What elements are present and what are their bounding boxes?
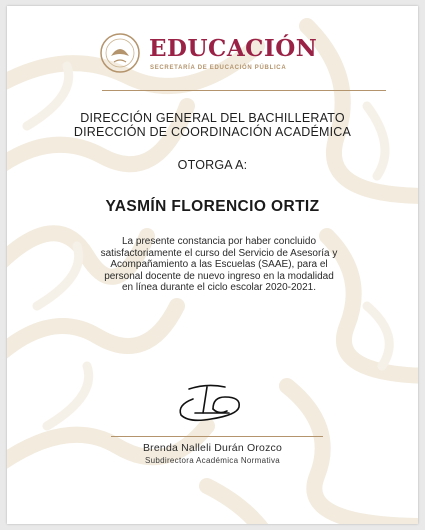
body-line-1: La presente constancia por haber concluido <box>121 236 317 247</box>
body-line-3: Acompañamiento a las Escuelas (SAAE), para el <box>110 259 328 271</box>
brand-subtitle: SECRETARÍA DE EDUCACIÓN PÚBLICA <box>150 65 287 71</box>
signature-line <box>111 436 323 437</box>
handwritten-signature <box>167 379 247 425</box>
certificate-page <box>7 6 418 524</box>
body-line-5: en línea durante el ciclo escolar 2020-2021. <box>121 282 317 294</box>
body-line-4: personal docente de nuevo ingreso en la modalidad <box>104 270 334 282</box>
header-logo <box>99 32 399 82</box>
signer-name: Brenda Nalleli Durán Orozco <box>142 442 283 454</box>
institution-line-1: DIRECCIÓN GENERAL DEL BACHILLERATO <box>80 111 345 125</box>
recipient-name: YASMÍN FLORENCIO ORTIZ <box>105 198 320 215</box>
grant-label: OTORGA A: <box>177 158 248 172</box>
brand-title: EDUCACIÓN <box>149 35 318 62</box>
header-divider <box>102 90 386 91</box>
institution-line-2: DIRECCIÓN DE COORDINACIÓN ACADÉMICA <box>73 125 352 139</box>
certificate-body <box>85 236 353 294</box>
body-line-2: satisfactoriamente el curso del Servicio de Asesoría y <box>100 247 338 259</box>
national-seal-icon <box>99 32 141 74</box>
signer-role: Subdirectora Académica Normativa <box>145 456 280 465</box>
issuing-institution <box>7 111 418 139</box>
